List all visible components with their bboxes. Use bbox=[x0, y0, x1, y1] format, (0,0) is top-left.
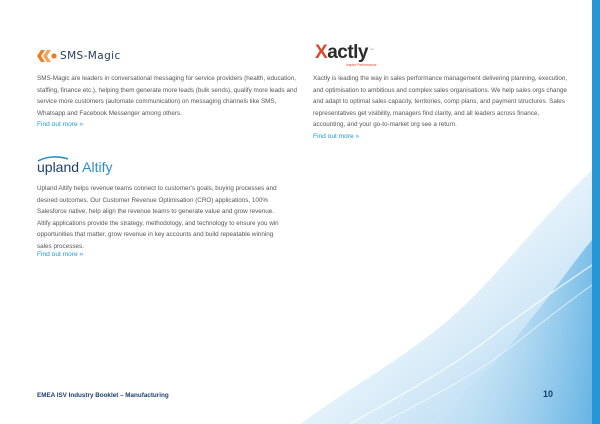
xactly-logo-initial: X bbox=[315, 42, 328, 63]
sms-magic-logo-text: SMS-Magic bbox=[60, 50, 121, 62]
xactly-find-out-more-link[interactable]: Find out more » bbox=[313, 133, 360, 140]
xactly-tagline: Inspire Performance bbox=[346, 63, 377, 67]
altify-find-out-more-link[interactable]: Find out more » bbox=[37, 251, 84, 258]
footer-booklet-title: EMEA ISV Industry Booklet – Manufacturing bbox=[37, 392, 169, 399]
sms-magic-logo bbox=[37, 49, 121, 63]
sms-magic-find-out-more-link[interactable]: Find out more » bbox=[37, 121, 84, 128]
xactly-trademark: ™ bbox=[370, 48, 374, 52]
xactly-logo-rest: actly bbox=[327, 42, 368, 63]
xactly-logo-text bbox=[315, 42, 368, 64]
altify-description: Upland Altify helps revenue teams connect to customer's goals, buying processes and desired outcomes. Our Customer Revenue Optimisation (CRO) applications, 100% Salesforce native, help align the revenue teams to generate value and grow revenue. Altify applications provide the strategy, methodology, and technology to ensure you win opportunities that matter, grow revenue in key accounts and build repeatable winning sales processes. bbox=[37, 185, 279, 250]
sms-magic-logo-icon bbox=[37, 50, 57, 62]
upland-altify-logo bbox=[37, 156, 122, 178]
side-accent-strip bbox=[592, 0, 600, 424]
sms-magic-description: SMS-Magic are leaders in conversational messaging for service providers (health, education, staffing, finance etc.), helping them generate more leads (bulk sends), qualify more leads and service more customers (automate communication) on messaging channels like SMS, Whatsapp and Facebook Messenger among others. bbox=[37, 75, 297, 117]
xactly-description: Xactly is leading the way in sales performance management delivering planning, execution, and optimisation to ambitious and complex sales organisations. We help sales orgs change and adapt to optimal sales capacity, territories, comp plans, and payment structures. Sales representatives get visibility, managers find clarity, and all leaders across finance, accounting, and your go-to-market org see a return. bbox=[313, 75, 568, 129]
upland-altify-logo-text bbox=[37, 159, 113, 175]
upland-logo-text: upland bbox=[37, 159, 80, 175]
xactly-logo bbox=[313, 42, 377, 68]
page-number: 10 bbox=[543, 389, 554, 399]
altify-logo-text: Altify bbox=[82, 159, 113, 175]
